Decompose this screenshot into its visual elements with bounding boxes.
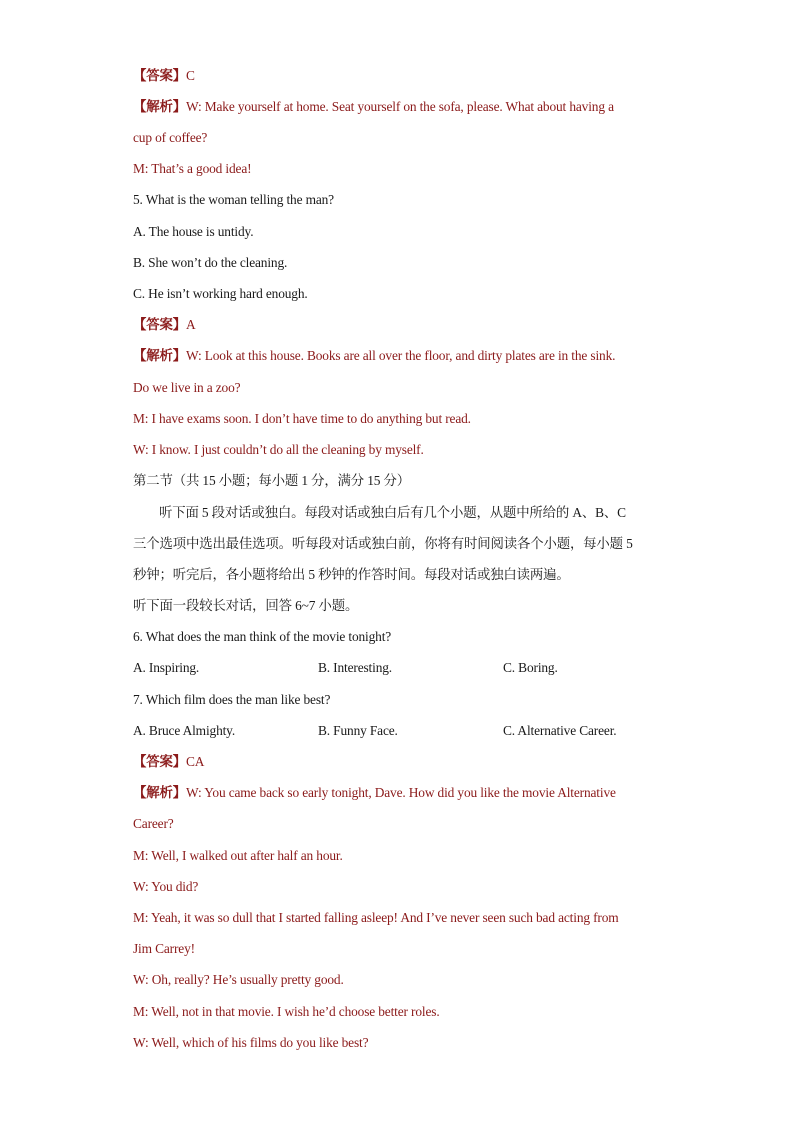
analysis-label: 【解析】: [133, 785, 186, 800]
analysis-text: W: I know. I just couldn’t do all the cleaning by myself.: [133, 442, 424, 457]
analysis-line: [133, 784, 673, 802]
analysis-text: M: Yeah, it was so dull that I started falling asleep! And I’ve never seen such bad acting from: [133, 910, 619, 925]
instructions-line: 秒钟；听完后，各小题将给出 5 秒钟的作答时间。每段对话或独白读两遍。: [133, 567, 570, 582]
q7-option-a: A. Bruce Almighty.: [133, 723, 236, 738]
analysis-text: W: Oh, really? He’s usually pretty good.: [133, 972, 344, 987]
analysis-label: 【解析】: [133, 99, 186, 114]
answer-label: 【答案】: [133, 754, 186, 769]
q5-option-c: C. He isn’t working hard enough.: [133, 286, 308, 301]
question-5: 5. What is the woman telling the man?: [133, 192, 334, 207]
answer-label: 【答案】: [133, 317, 186, 332]
instructions-line: 三个选项中选出最佳选项。听每段对话或独白前，你将有时间阅读各个小题，每小题 5: [133, 536, 633, 551]
q7-option-b: B. Funny Face.: [318, 723, 398, 738]
answer-label: 【答案】: [133, 68, 186, 83]
question-7: 7. Which film does the man like best?: [133, 692, 331, 707]
analysis-text: Career?: [133, 816, 174, 831]
analysis-text: M: Well, I walked out after half an hour.: [133, 848, 343, 863]
q5-option-a: A. The house is untidy.: [133, 224, 254, 239]
analysis-line: [133, 347, 673, 365]
analysis-line: [133, 98, 673, 116]
q7-option-c: C. Alternative Career.: [503, 723, 617, 738]
analysis-text: M: Well, not in that movie. I wish he’d choose better roles.: [133, 1004, 440, 1019]
q6-option-b: B. Interesting.: [318, 660, 392, 675]
answer-value: CA: [185, 754, 205, 769]
sub-instructions: 听下面一段较长对话，回答 6~7 小题。: [133, 598, 359, 613]
analysis-text: Jim Carrey!: [133, 941, 195, 956]
analysis-text: M: I have exams soon. I don’t have time to do anything but read.: [133, 411, 471, 426]
analysis-text: Do we live in a zoo?: [133, 380, 241, 395]
analysis-text: M: That’s a good idea!: [133, 161, 252, 176]
analysis-text: cup of coffee?: [133, 130, 208, 145]
answer-line: [133, 753, 673, 771]
answer-line: [133, 316, 673, 334]
q6-option-c: C. Boring.: [503, 660, 558, 675]
analysis-text: W: Well, which of his films do you like best?: [133, 1035, 369, 1050]
answer-line: [133, 67, 673, 85]
analysis-text: W: Look at this house. Books are all over the floor, and dirty plates are in the sink.: [185, 348, 616, 363]
analysis-text: W: Make yourself at home. Seat yourself on the sofa, please. What about having a: [185, 99, 614, 114]
answer-value: A: [185, 317, 196, 332]
analysis-label: 【解析】: [133, 348, 186, 363]
q5-option-b: B. She won’t do the cleaning.: [133, 255, 288, 270]
instructions-line: 听下面 5 段对话或独白。每段对话或独白后有几个小题，从题中所给的 A、B、C: [159, 505, 626, 520]
q7-options: [133, 722, 673, 740]
question-6: 6. What does the man think of the movie tonight?: [133, 629, 392, 644]
analysis-text: W: You did?: [133, 879, 199, 894]
q6-options: [133, 659, 673, 677]
answer-value: C: [185, 68, 195, 83]
q6-option-a: A. Inspiring.: [133, 660, 200, 675]
analysis-text: W: You came back so early tonight, Dave. How did you like the movie Alternative: [185, 785, 616, 800]
section-heading: 第二节（共 15 小题；每小题 1 分，满分 15 分）: [133, 473, 411, 488]
